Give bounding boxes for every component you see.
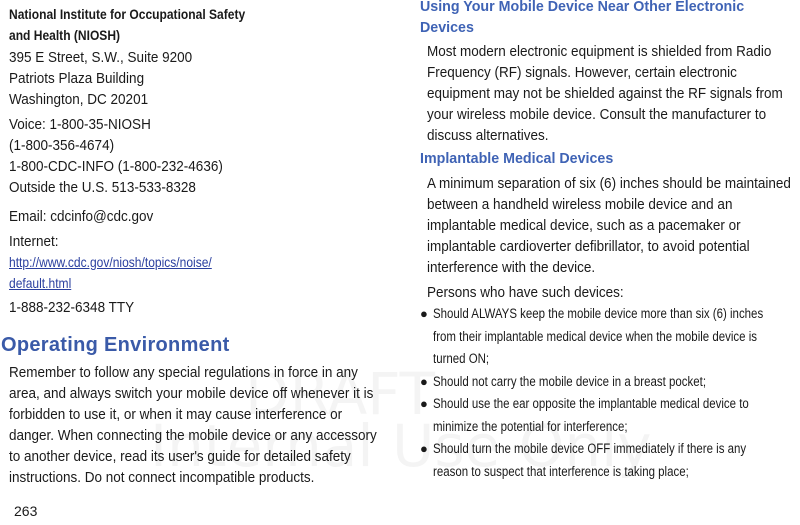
paragraph-line: Frequency (RF) signals. However, certain electronic [427, 64, 737, 81]
internet-label: Internet: [9, 233, 59, 250]
list-item-line: minimize the potential for interference; [433, 418, 628, 434]
heading-line: Devices [420, 19, 474, 36]
persons-intro [420, 282, 645, 303]
bullet-icon: ● [420, 441, 428, 456]
address-block [9, 47, 212, 110]
implantable-heading [420, 148, 623, 169]
organization-name [9, 4, 245, 46]
bullet-icon: ● [420, 306, 428, 321]
implantable-paragraph [420, 173, 800, 278]
near-devices-heading [420, 0, 761, 38]
list-item-line: reason to suspect that interference is taking place; [433, 463, 689, 479]
bullet-icon: ● [420, 373, 428, 389]
page-number: 263 [14, 503, 38, 519]
phone-line: Voice: 1-800-35-NIOSH [9, 116, 151, 133]
phone-line: (1-800-356-4674) [9, 137, 115, 154]
list-item-line: Should turn the mobile device OFF immediately if there is any [433, 441, 747, 456]
paragraph-line: forbidden to use it, or when it may cause interference or [9, 406, 343, 423]
list-item [412, 303, 800, 371]
operating-environment-heading: Operating Environment [1, 334, 230, 356]
paragraph-line: interference with the device. [427, 259, 596, 276]
paragraph-line: A minimum separation of six (6) inches should be maintained [427, 175, 791, 192]
paragraph-line: between a handheld wireless mobile device and an [427, 196, 733, 213]
niosh-link[interactable]: http://www.cdc.gov/niosh/topics/noise/ [9, 254, 212, 270]
paragraph-line: to another device, read its user's guide for detailed safety [9, 448, 351, 465]
heading-line: Using Your Mobile Device Near Other Electronic [420, 0, 745, 15]
paragraph-line: instructions. Do not connect incompatible products. [9, 469, 315, 486]
email-text: Email: cdcinfo@cdc.gov [9, 208, 154, 225]
paragraph-line: Most modern electronic equipment is shielded from Radio [427, 43, 772, 60]
heading-line: Implantable Medical Devices [420, 150, 614, 167]
paragraph-line: discuss alternatives. [427, 127, 549, 144]
paragraph-line: Remember to follow any special regulations in force in any [9, 364, 358, 381]
paragraph-line: implantable cardioverter defibrillator, to avoid potential [427, 238, 750, 255]
internet-block [9, 231, 245, 294]
list-item-line: turned ON; [433, 351, 490, 366]
paragraph-line: danger. When connecting the mobile device or any accessory [9, 427, 377, 444]
near-devices-paragraph [420, 41, 800, 146]
list-item-line: Should use the ear opposite the implantable medical device to [433, 396, 749, 411]
address-line: Washington, DC 20201 [9, 91, 149, 108]
phone-line: Outside the U.S. 513-533-8328 [9, 179, 196, 196]
org-line-2: and Health (NIOSH) [9, 27, 121, 43]
list-item-line: from their implantable medical device when the mobile device is [433, 328, 758, 344]
address-line: Patriots Plaza Building [9, 70, 145, 87]
phone-block [9, 114, 247, 198]
niosh-link-continued[interactable]: default.html [9, 275, 72, 291]
address-line: 395 E Street, S.W., Suite 9200 [9, 49, 193, 66]
paragraph-line: implantable medical device, such as a pacemaker or [427, 217, 741, 234]
list-item-line: Should not carry the mobile device in a breast pocket; [433, 373, 707, 389]
paragraph-line: your wireless mobile device. Consult the manufacturer to [427, 106, 767, 123]
list-item-line: Should ALWAYS keep the mobile device more than six (6) inches [433, 306, 764, 321]
paragraph-line: equipment may not be shielded against the RF signals from [427, 85, 783, 102]
email-line [9, 206, 169, 227]
tty-line [9, 297, 148, 318]
list-item [412, 371, 800, 394]
list-item [412, 393, 800, 438]
operating-environment-paragraph [9, 362, 404, 488]
precautions-list [412, 303, 800, 483]
bullet-icon: ● [420, 396, 428, 411]
tty-text: 1-888-232-6348 TTY [9, 299, 135, 316]
phone-line: 1-800-CDC-INFO (1-800-232-4636) [9, 158, 223, 175]
paragraph-line: area, and always switch your mobile device off whenever it is [9, 385, 374, 402]
org-line-1: National Institute for Occupational Safety [9, 6, 246, 22]
intro-text: Persons who have such devices: [427, 284, 624, 301]
list-item [412, 438, 800, 483]
